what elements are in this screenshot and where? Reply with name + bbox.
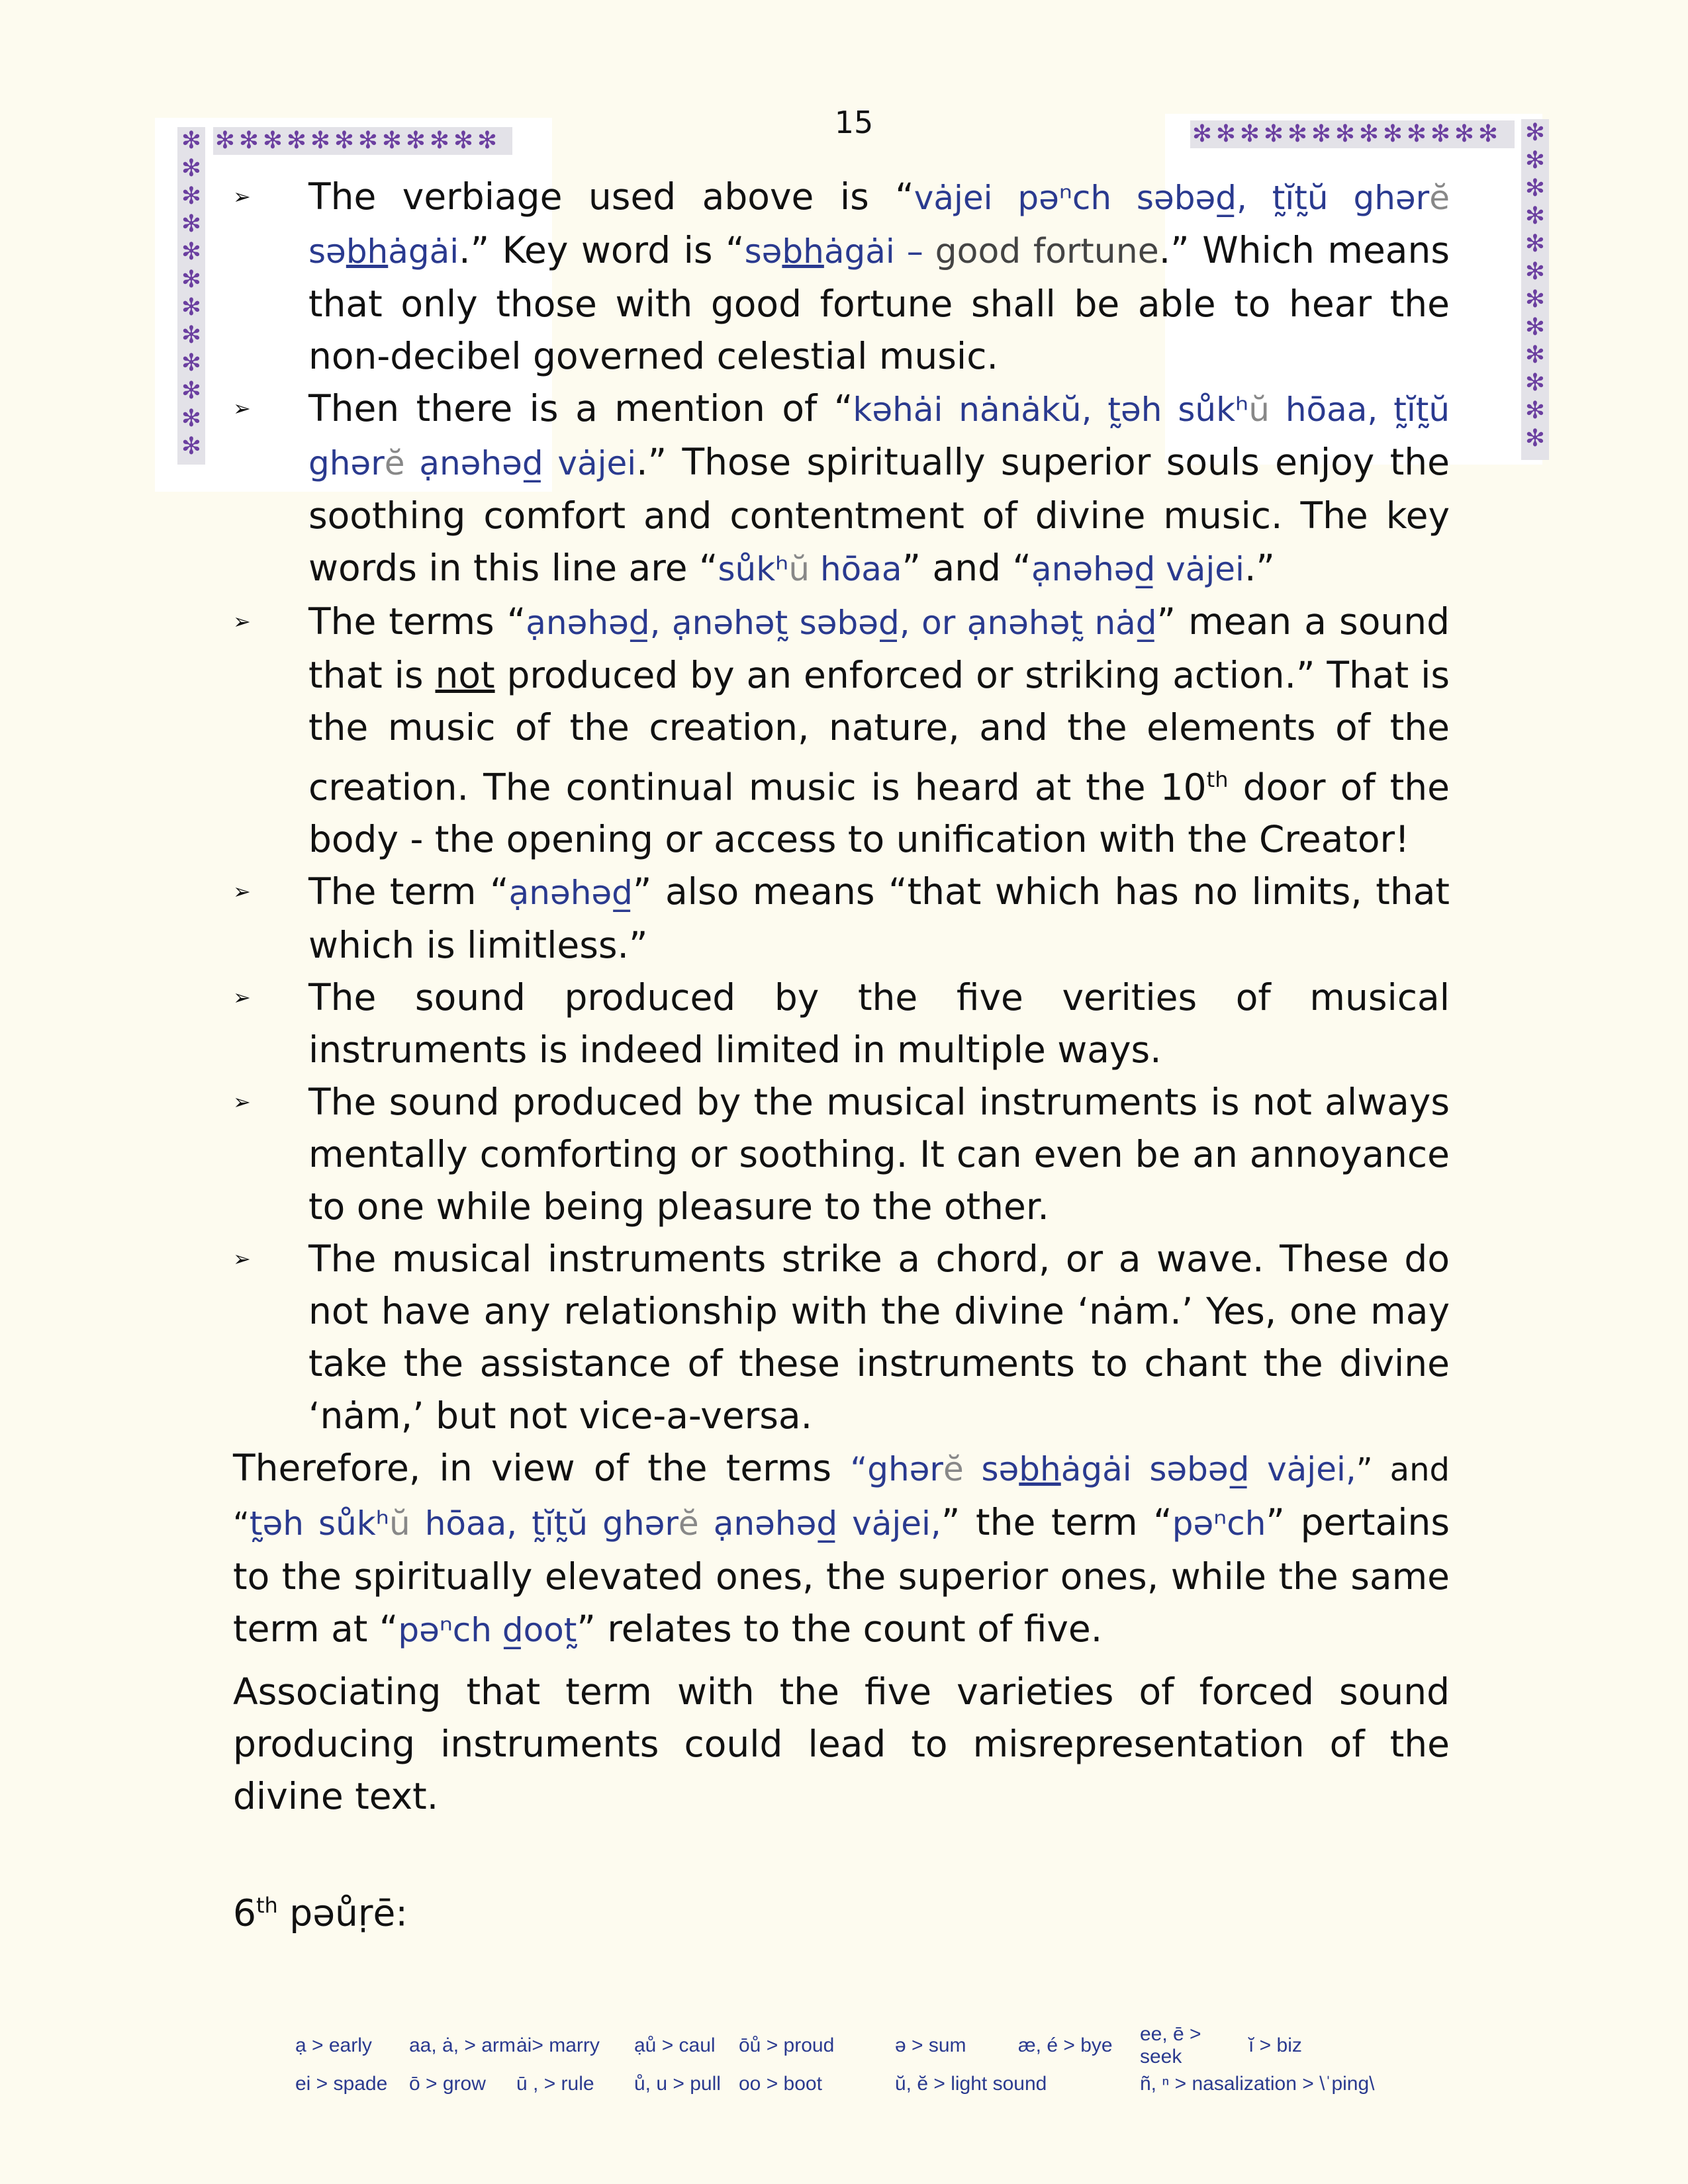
ornament-flower-icon: ✻: [1524, 369, 1546, 396]
text-run: ĕ: [384, 444, 405, 482]
pronunciation-key-entry: ōů > proud: [739, 2034, 835, 2056]
ornament-border-top-left: [213, 127, 512, 155]
ornament-flower-icon: ✻: [477, 127, 498, 154]
ornament-flower-icon: ✻: [429, 127, 450, 154]
bullet-item: [233, 1233, 1450, 1442]
pronunciation-key-entry: ō > grow: [409, 2073, 486, 2095]
text-run: ȧgȧi: [823, 232, 895, 271]
text-run: pəⁿch: [1172, 1504, 1266, 1543]
ornament-flower-icon: ✻: [1524, 425, 1546, 452]
pronunciation-key-entry: aa, ȧ, > arm: [409, 2034, 516, 2056]
pronunciation-key-entry: ů, u > pull: [634, 2073, 721, 2095]
text-run: sůkʰ: [718, 550, 789, 588]
pronunciation-key-row: [295, 2023, 1487, 2068]
ornament-flower-icon: ✻: [1524, 175, 1546, 202]
pronunciation-key-entry: ñ, ⁿ > nasalization > \ˈping\: [1140, 2073, 1375, 2095]
text-run: ” also means “that which has no limits, that which is limitless.”: [308, 870, 1450, 967]
text-run: .”: [1244, 547, 1275, 589]
arrow-bullet-icon: ➢: [233, 985, 251, 1011]
bullet-item: [233, 866, 1450, 972]
ornament-flower-icon: ✻: [1192, 120, 1213, 148]
ornament-flower-icon: ✻: [1524, 147, 1546, 174]
text-run: ” relates to the count of five.: [577, 1608, 1103, 1651]
ornament-flower-icon: ✻: [1358, 120, 1380, 148]
pronunciation-key-entry: ŭ, ĕ > light sound: [895, 2073, 1047, 2095]
ornament-flower-icon: ✻: [181, 405, 202, 432]
paragraph: [233, 1442, 1450, 1657]
page-number: 15: [834, 105, 874, 140]
ornament-flower-icon: ✻: [238, 127, 259, 154]
ornament-flower-icon: ✻: [1382, 120, 1403, 148]
text-run: Therefore, in view of the terms: [233, 1447, 851, 1490]
pronunciation-key-entry: ū , > rule: [516, 2073, 594, 2095]
pronunciation-key-entry: ĭ > biz: [1248, 2034, 1302, 2056]
text-run: bh: [782, 232, 824, 271]
ornament-flower-icon: ✻: [1406, 120, 1427, 148]
ornament-flower-icon: ✻: [286, 127, 307, 154]
ornament-flower-icon: ✻: [214, 127, 236, 154]
heading-number: 6: [233, 1891, 256, 1934]
ornament-flower-icon: ✻: [1335, 120, 1356, 148]
text-run: Then there is a mention of “: [308, 387, 853, 430]
text-run: .” Which means that only those with good fortune shall be able to hear the non-decibel governed celestial music.: [308, 229, 1450, 377]
pronunciation-key-entry: ạ > early: [295, 2034, 372, 2056]
ornament-border-top-right: [1190, 120, 1515, 148]
pronunciation-key-entry: ee, ē > seek: [1140, 2023, 1201, 2068]
pronunciation-key: [295, 2023, 1487, 2103]
text-run: bh: [1019, 1450, 1061, 1489]
heading-ordinal-suffix: th: [256, 1893, 278, 1919]
text-run: ŭ: [389, 1504, 410, 1543]
text-run: ạnəhəd̲ vȧjei: [404, 444, 637, 482]
ornament-flower-icon: ✻: [1524, 230, 1546, 257]
text-run: .” Those spiritually superior souls enjoy the soothing comfort and contentment of divine music. The key words in this line are “: [308, 441, 1450, 589]
text-run: ” mean a sound that is: [308, 600, 1450, 696]
text-run: hōaa: [810, 550, 902, 588]
text-run: ĕ: [1429, 179, 1450, 217]
text-run: hōaa, t̰ĭt̰ŭ ghər: [308, 390, 1450, 482]
text-run: ” and “: [902, 547, 1031, 589]
ornament-flower-icon: ✻: [1524, 203, 1546, 230]
text-run: –: [894, 232, 935, 271]
arrow-bullet-icon: ➢: [233, 184, 251, 209]
pronunciation-key-entry: ei > spade: [295, 2073, 388, 2095]
ornament-border-right: [1521, 119, 1549, 460]
text-run: kəhȧi nȧnȧkŭ,: [853, 390, 1108, 429]
text-run: ” and “: [233, 1451, 1450, 1543]
arrow-bullet-icon: ➢: [233, 396, 251, 421]
ornament-flower-icon: ✻: [1311, 120, 1332, 148]
ornament-flower-icon: ✻: [1524, 341, 1546, 369]
section-heading: [233, 1880, 1450, 1939]
ornament-flower-icon: ✻: [310, 127, 331, 154]
bullet-item: [233, 383, 1450, 596]
ornament-flower-icon: ✻: [1524, 119, 1546, 146]
pronunciation-key-entry: ȧi> marry: [516, 2034, 600, 2056]
heading-text: pəůṛē:: [277, 1891, 408, 1934]
text-run: sə: [744, 232, 782, 271]
text-run: The musical instruments strike a chord, or a wave. These do not have any relationship with the divine ‘nȧm.’ Yes, one may take the assistance of these instruments to chant the divine ‘nȧm,’ but not vice-a-versa.: [308, 1238, 1450, 1437]
text-run: bh: [346, 232, 389, 271]
bullet-item: [233, 171, 1450, 383]
text-run: ĕ: [678, 1504, 699, 1543]
text-run: ạnəhəd̲ vȧjei: [1031, 550, 1244, 588]
text-run: th: [1206, 767, 1229, 792]
text-run: produced by an enforced or striking action.” That is the music of the creation, nature, and the elements of the creation. The continual music is heard at the 10: [308, 654, 1450, 809]
text-run: .” Key word is “: [459, 229, 745, 271]
text-run: The term “: [308, 870, 509, 913]
ornament-flower-icon: ✻: [1430, 120, 1451, 148]
ornament-flower-icon: ✻: [1287, 120, 1308, 148]
pronunciation-key-entry: ə > sum: [895, 2034, 966, 2056]
ornament-flower-icon: ✻: [453, 127, 474, 154]
ornament-flower-icon: ✻: [181, 127, 202, 154]
ornament-border-left: [177, 127, 205, 465]
ornament-flower-icon: ✻: [334, 127, 355, 154]
text-run: pəⁿch d̲oot̰: [398, 1611, 577, 1650]
pronunciation-key-row: [295, 2065, 1487, 2103]
text-run: ạnəhəd̲: [508, 874, 633, 913]
bullet-list: [233, 171, 1450, 1442]
ornament-flower-icon: ✻: [181, 210, 202, 238]
ornament-flower-icon: ✻: [181, 433, 202, 460]
text-run: not: [435, 654, 495, 696]
ornament-flower-icon: ✻: [1524, 286, 1546, 313]
ornament-flower-icon: ✻: [181, 322, 202, 349]
text-run: The terms “: [308, 600, 526, 643]
text-run: good fortune: [935, 232, 1159, 271]
text-run: sə: [308, 232, 346, 271]
text-run: t̰əh sůkʰ: [1107, 390, 1249, 429]
pronunciation-key-entry: ạů > caul: [634, 2034, 716, 2056]
ornament-flower-icon: ✻: [1477, 120, 1499, 148]
ornament-flower-icon: ✻: [181, 266, 202, 293]
ornament-flower-icon: ✻: [1524, 397, 1546, 424]
text-run: vȧjei pəⁿch səbəd̲, t̰ĭt̰ŭ ghər: [914, 179, 1430, 217]
ornament-flower-icon: ✻: [1524, 258, 1546, 285]
text-run: ” the term “: [941, 1501, 1172, 1544]
text-run: ȧgȧi: [388, 232, 459, 271]
text-run: sə: [963, 1450, 1019, 1489]
text-run: hōaa, t̰ĭt̰ŭ ghər: [410, 1504, 679, 1543]
pronunciation-key-entry: æ, é > bye: [1018, 2034, 1113, 2056]
paragraph: [233, 1666, 1450, 1823]
text-run: The sound produced by the five verities of musical instruments is indeed limited in multiple ways.: [308, 976, 1450, 1071]
text-run: door of the body - the opening or access to unification with the Creator!: [308, 766, 1450, 861]
ornament-flower-icon: ✻: [405, 127, 426, 154]
ornament-flower-icon: ✻: [1215, 120, 1237, 148]
bullet-item: [233, 1076, 1450, 1233]
text-run: ạnəhəd̲, ạnəhət̰ səbəd̲, or ạnəhət̰ nȧd̲: [526, 604, 1157, 642]
paragraph-block: [233, 1442, 1450, 1823]
ornament-flower-icon: ✻: [1454, 120, 1475, 148]
text-run: Associating that term with the five varieties of forced sound producing instruments could lead to misrepresentation of the divine text.: [233, 1670, 1450, 1818]
text-run: t̰əh sůkʰ: [249, 1504, 389, 1543]
ornament-flower-icon: ✻: [1524, 314, 1546, 341]
text-run: The verbiage used above is “: [308, 175, 914, 218]
arrow-bullet-icon: ➢: [233, 609, 251, 634]
page-body: [233, 171, 1450, 1940]
bullet-item: [233, 972, 1450, 1076]
text-run: ạnəhəd̲ vȧjei,: [698, 1504, 941, 1543]
arrow-bullet-icon: ➢: [233, 879, 251, 905]
ornament-flower-icon: ✻: [181, 349, 202, 377]
arrow-bullet-icon: ➢: [233, 1089, 251, 1115]
ornament-flower-icon: ✻: [181, 238, 202, 265]
ornament-flower-icon: ✻: [1239, 120, 1260, 148]
text-run: The sound produced by the musical instruments is not always mentally comforting or soothing. It can even be an annoyance to one while being pleasure to the other.: [308, 1081, 1450, 1228]
pronunciation-key-entry: oo > boot: [739, 2073, 822, 2095]
ornament-flower-icon: ✻: [1263, 120, 1284, 148]
text-run: ȧgȧi səbəd̲ vȧjei,: [1060, 1450, 1356, 1489]
arrow-bullet-icon: ➢: [233, 1246, 251, 1272]
text-run: ĕ: [943, 1450, 964, 1489]
bullet-item: [233, 596, 1450, 866]
ornament-flower-icon: ✻: [181, 183, 202, 210]
ornament-flower-icon: ✻: [181, 155, 202, 182]
ornament-flower-icon: ✻: [262, 127, 283, 154]
text-run: “ghər: [850, 1450, 943, 1489]
ornament-flower-icon: ✻: [181, 377, 202, 404]
ornament-flower-icon: ✻: [357, 127, 379, 154]
text-run: ŭ: [1248, 390, 1270, 429]
text-run: ŭ: [788, 550, 810, 588]
text-run: ” pertains to the spiritually elevated ones, the superior ones, while the same term at “: [233, 1501, 1450, 1651]
ornament-flower-icon: ✻: [181, 294, 202, 321]
ornament-flower-icon: ✻: [381, 127, 402, 154]
